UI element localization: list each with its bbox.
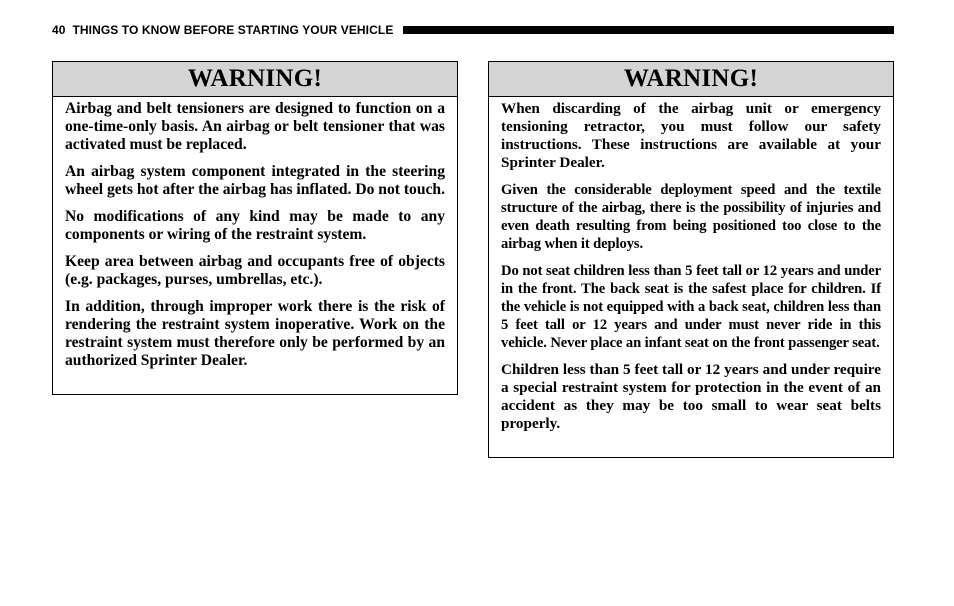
page-header <box>52 20 894 40</box>
warning-title: WARNING! <box>489 62 893 97</box>
warning-paragraph: Children less than 5 feet tall or 12 years and under require a special restraint system for protection in the event of an accident as they may be too small to wear seat belts properly. <box>501 361 881 432</box>
warning-paragraph: No modifications of any kind may be made to any components or wiring of the restraint system. <box>65 208 445 243</box>
header-rule <box>403 26 894 34</box>
warning-paragraph: When discarding of the airbag unit or emergency tensioning retractor, you must follow our safety instructions. These instructions are available at your Sprinter Dealer. <box>501 100 881 171</box>
warning-body <box>53 97 457 370</box>
warning-paragraph: Keep area between airbag and occupants free of objects (e.g. packages, purses, umbrellas, etc.). <box>65 253 445 288</box>
warning-paragraph: In addition, through improper work there is the risk of rendering the restraint system inoperative. Work on the restraint system must therefore only be performed by an authorized Sprinter Dealer. <box>65 298 445 369</box>
warning-body <box>489 97 893 433</box>
page-number: 40 <box>52 23 66 37</box>
warning-box-left <box>52 61 458 395</box>
warning-paragraph: An airbag system component integrated in the steering wheel gets hot after the airbag has inflated. Do not touch. <box>65 163 446 198</box>
warning-paragraph: Do not seat children less than 5 feet tall or 12 years and under in the front. The back seat is the safest place for children. If the vehicle is not equipped with a back seat, children less than 5 feet tall or 12 years and under must never ride in this vehicle. Never place an infant seat on the front passenger seat. <box>501 263 881 351</box>
warning-box-right <box>488 61 894 458</box>
warning-paragraph: Airbag and belt tensioners are designed to function on a one-time-only basis. An airbag or belt tensioner that was activated must be replaced. <box>65 100 445 153</box>
section-title: THINGS TO KNOW BEFORE STARTING YOUR VEHICLE <box>72 23 394 37</box>
warning-title: WARNING! <box>53 62 457 97</box>
warning-paragraph: Given the considerable deployment speed and the textile structure of the airbag, there is the possibility of injuries and even death resulting from being positioned too close to the airbag when it deploys. <box>501 182 881 252</box>
page-header-text <box>52 23 393 37</box>
